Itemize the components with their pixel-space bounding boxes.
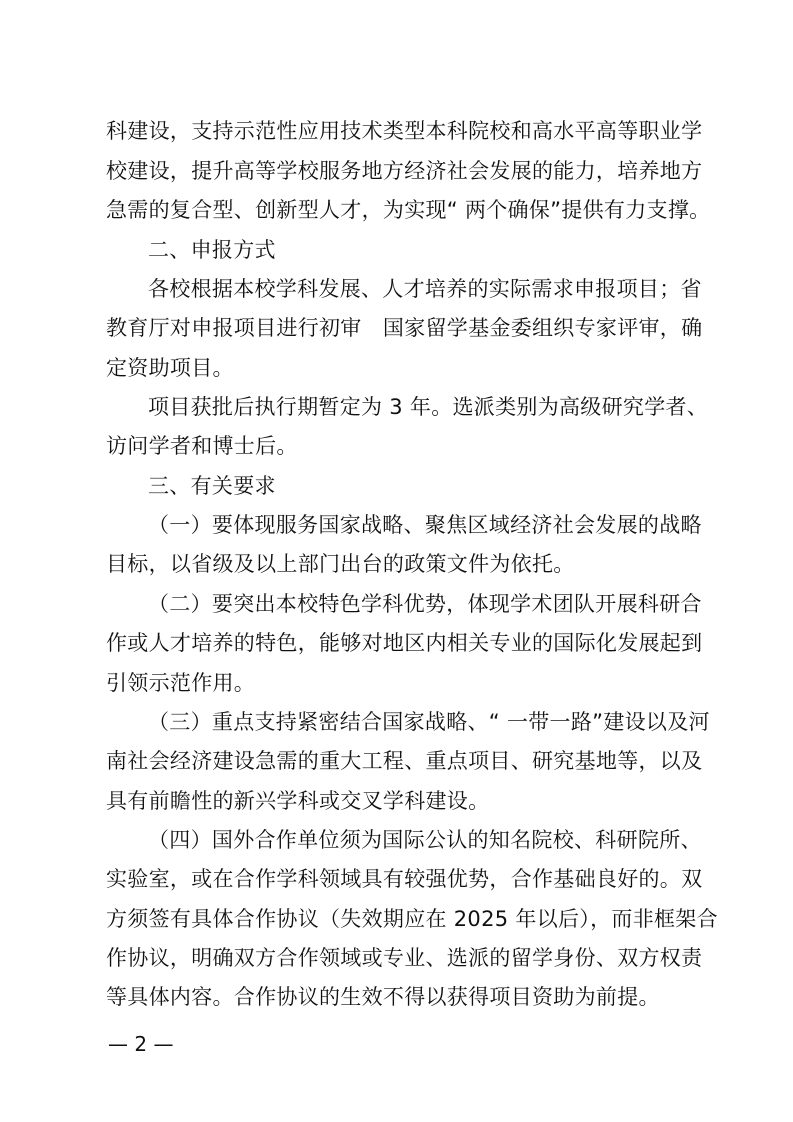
text-line: 访问学者和博士后。 [106,434,298,458]
text-line: 急需的复合型、创新型人才，为实现“ 两个确保”提供有力支撑。 [106,198,711,222]
text-line: 等具体内容。合作协议的生效不得以获得项目资助为前提。 [106,985,660,1009]
section-heading: 三、有关要求 [148,474,276,498]
text-line: 作协议，明确双方合作领域或专业、选派的留学身份、双方权责 [106,946,703,970]
text-line: 引领示范作用。 [106,671,256,695]
paragraph-first-line: （四）国外合作单位须为国际公认的知名院校、科研院所、 [148,828,702,852]
text-line: 科建设，支持示范性应用技术类型本科院校和高水平高等职业学 [106,119,703,143]
text-line: 具有前瞻性的新兴学科或交叉学科建设。 [106,789,490,813]
text-line: 作或人才培养的特色，能够对地区内相关专业的国际化发展起到 [106,631,703,655]
text-line: 南社会经济建设急需的重大工程、重点项目、研究基地等，以及 [106,749,703,773]
text-line: 校建设，提升高等学校服务地方经济社会发展的能力，培养地方 [106,159,703,183]
page-number: — 2 — [108,1032,174,1056]
text-line: 定资助项目。 [106,356,234,380]
paragraph-first-line: （三）重点支持紧密结合国家战略、“ 一带一路”建设以及河 [148,710,710,734]
text-line: 目标，以省级及以上部门出台的政策文件为依托。 [106,552,575,576]
text-line: 实验室，或在合作学科领域具有较强优势，合作基础良好的。双 [106,867,703,891]
text-line: 方须签有具体合作协议（失效期应在 2025 年以后），而非框架合 [106,907,718,931]
paragraph-first-line: （一）要体现服务国家战略、聚焦区域经济社会发展的战略 [148,513,702,537]
text-line: 教育厅对申报项目进行初审 国家留学基金委组织专家评审，确 [106,316,703,340]
paragraph-first-line: 各校根据本校学科发展、人才培养的实际需求申报项目；省 [148,277,702,301]
paragraph-first-line: （二）要突出本校特色学科优势，体现学术团队开展科研合 [148,592,702,616]
paragraph-first-line: 项目获批后执行期暂定为 3 年。选派类别为高级研究学者、 [148,395,709,419]
section-heading: 二、申报方式 [148,238,276,262]
